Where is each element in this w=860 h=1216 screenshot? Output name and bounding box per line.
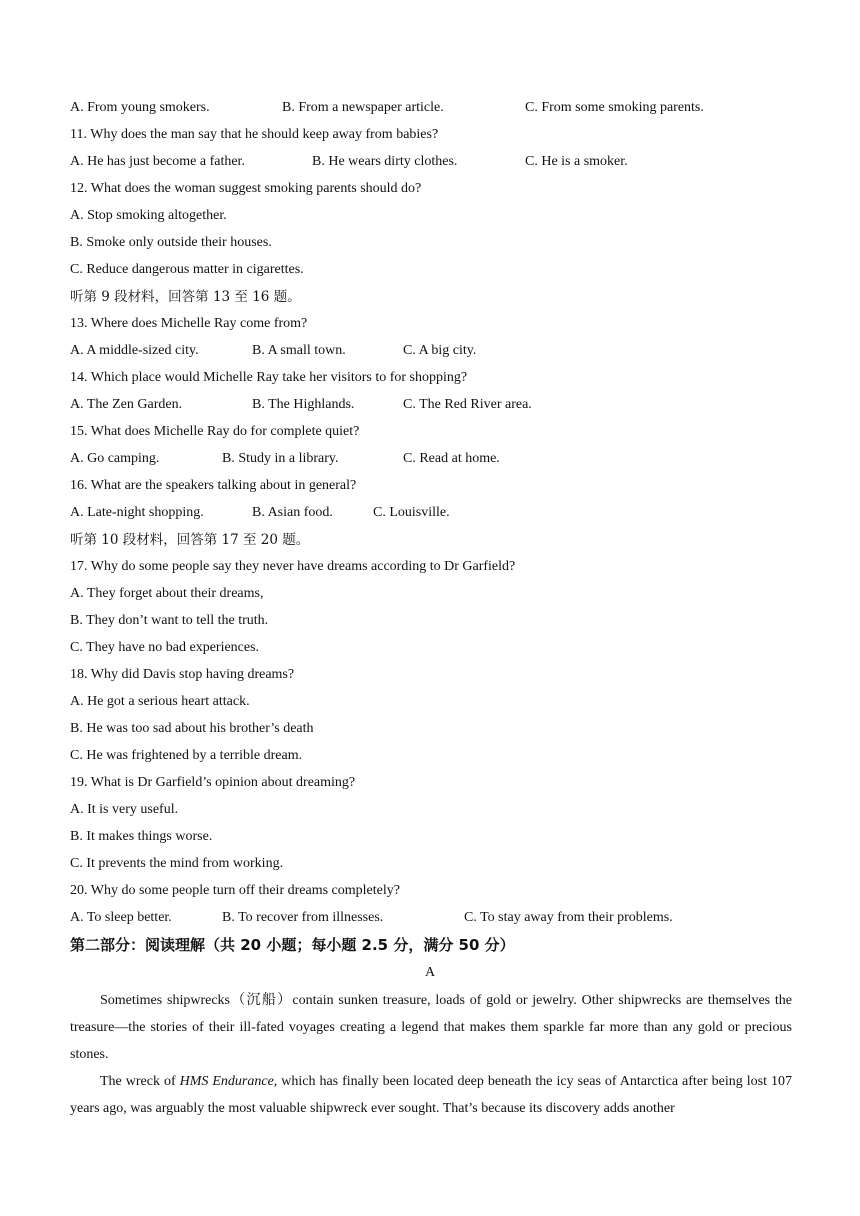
- q15-question: 15. What does Michelle Ray do for complete quiet?: [70, 424, 360, 439]
- paragraph-2-text-rest: , which has finally been located deep beneath the icy seas of Antarctica after being lost 107 years ago, was arguably the most valuable shipwreck ever sought. That’s because its discovery adds another: [70, 1074, 792, 1116]
- paragraph-2-text-start: The wreck of: [100, 1074, 180, 1089]
- section-title: 第二部分：阅读理解（共 20 小题；每小题 2.5 分，满分 50 分）: [70, 936, 515, 954]
- q18-option-a: A. He got a serious heart attack.: [70, 694, 250, 709]
- q19-option-c: C. It prevents the mind from working.: [70, 856, 284, 871]
- q14-option-b: B. The Highlands.: [252, 397, 355, 412]
- q13-option-a: A. A middle-sized city.: [70, 343, 199, 358]
- q10-option-a: A. From young smokers.: [70, 100, 210, 115]
- q20-option-b: B. To recover from illnesses.: [222, 910, 384, 925]
- q12-option-c: C. Reduce dangerous matter in cigarettes.: [70, 262, 304, 277]
- q11-question: 11. Why does the man say that he should keep away from babies?: [70, 127, 439, 142]
- q20-option-c: C. To stay away from their problems.: [464, 910, 673, 925]
- q19-option-b: B. It makes things worse.: [70, 829, 213, 844]
- q18-option-c: C. He was frightened by a terrible dream.: [70, 748, 303, 763]
- q11-option-a: A. He has just become a father.: [70, 154, 245, 169]
- q18-question: 18. Why did Davis stop having dreams?: [70, 667, 295, 682]
- passage-label: A: [424, 965, 436, 980]
- q15-option-b: B. Study in a library.: [222, 451, 339, 466]
- instruction-section-9: 听第 9 段材料，回答第 13 至 16 题。: [70, 289, 301, 305]
- q13-option-c: C. A big city.: [403, 343, 477, 358]
- q11-option-b: B. He wears dirty clothes.: [312, 154, 458, 169]
- q16-option-c: C. Louisville.: [373, 505, 450, 520]
- paragraph-1-text: Sometimes shipwrecks（沉船）contain sunken treasure, loads of gold or jewelry. Other shipwrecks are themselves the treasure—the stories of their ill-fated voyages creating a legend that makes them sparkle far more than any gold or precious stones.: [70, 993, 792, 1062]
- q16-option-b: B. Asian food.: [252, 505, 333, 520]
- q14-option-c: C. The Red River area.: [403, 397, 532, 412]
- q14-question: 14. Which place would Michelle Ray take her visitors to for shopping?: [70, 370, 468, 385]
- q17-option-c: C. They have no bad experiences.: [70, 640, 260, 655]
- ship-name: HMS Endurance: [179, 1074, 274, 1089]
- q20-question: 20. Why do some people turn off their dreams completely?: [70, 883, 400, 898]
- q13-question: 13. Where does Michelle Ray come from?: [70, 316, 308, 331]
- q15-option-c: C. Read at home.: [403, 451, 500, 466]
- passage-paragraph-1: [70, 987, 792, 1068]
- passage-paragraph-2: [70, 1068, 792, 1122]
- q17-option-b: B. They don’t want to tell the truth.: [70, 613, 269, 628]
- q16-question: 16. What are the speakers talking about in general?: [70, 478, 357, 493]
- q18-option-b: B. He was too sad about his brother’s death: [70, 721, 314, 736]
- q12-option-b: B. Smoke only outside their houses.: [70, 235, 272, 250]
- q12-question: 12. What does the woman suggest smoking parents should do?: [70, 181, 422, 196]
- q17-option-a: A. They forget about their dreams,: [70, 586, 264, 601]
- q10-option-b: B. From a newspaper article.: [282, 100, 444, 115]
- q12-option-a: A. Stop smoking altogether.: [70, 208, 227, 223]
- q20-option-a: A. To sleep better.: [70, 910, 172, 925]
- q13-option-b: B. A small town.: [252, 343, 346, 358]
- q14-option-a: A. The Zen Garden.: [70, 397, 183, 412]
- q10-option-c: C. From some smoking parents.: [525, 100, 704, 115]
- q17-question: 17. Why do some people say they never have dreams according to Dr Garfield?: [70, 559, 516, 574]
- q19-option-a: A. It is very useful.: [70, 802, 179, 817]
- q15-option-a: A. Go camping.: [70, 451, 160, 466]
- q11-option-c: C. He is a smoker.: [525, 154, 628, 169]
- q19-question: 19. What is Dr Garfield’s opinion about dreaming?: [70, 775, 356, 790]
- q16-option-a: A. Late-night shopping.: [70, 505, 204, 520]
- instruction-section-10: 听第 10 段材料，回答第 17 至 20 题。: [70, 532, 310, 548]
